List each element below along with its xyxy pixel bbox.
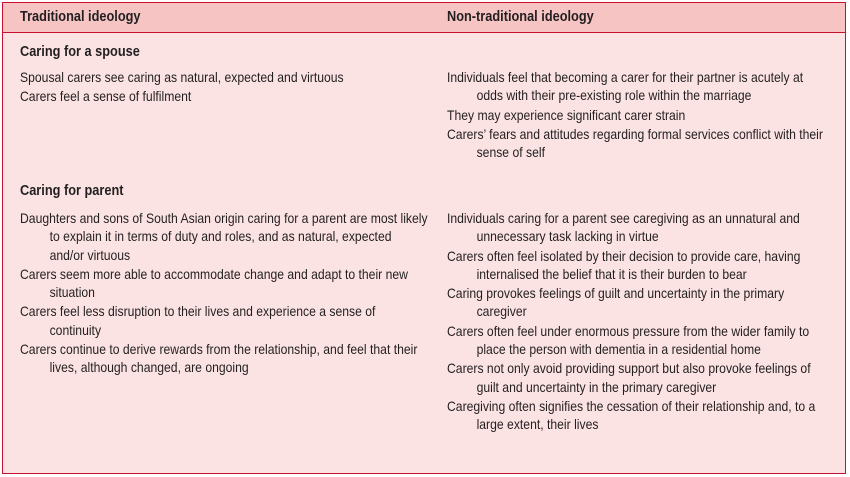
list-item: Carers often feel under enormous pressure from the wider family to place the person with dementia in a residential home <box>447 322 810 358</box>
list-item: Caring provokes feelings of guilt and uncertainty in the primary caregiver <box>447 285 785 320</box>
parent-non-traditional-list <box>447 209 830 435</box>
list-item: Carers continue to derive rewards from the relationship, and feel that their lives, although changed, are ongoing <box>20 341 418 376</box>
list-item: Carers feel less disruption to their lives and experience a sense of continuity <box>20 303 376 338</box>
list-item: Individuals feel that becoming a carer for their partner is acutely at odds with their pre-existing role within the marriage <box>447 69 804 104</box>
section-title-parent: Caring for parent <box>20 183 124 199</box>
list-item: Carers’ fears and attitudes regarding formal services conflict with their sense of self <box>447 125 823 161</box>
header-non-traditional: Non-traditional ideology <box>447 9 594 25</box>
list-item: Carers feel a sense of fulfilment <box>20 88 192 105</box>
section-title-spouse: Caring for a spouse <box>20 44 140 60</box>
table-header <box>3 3 845 33</box>
list-item: Carers often feel isolated by their decision to provide care, having internalised the belief that it is their burden to bear <box>447 247 801 282</box>
parent-traditional-list <box>20 209 429 378</box>
list-item: Individuals caring for a parent see caregiving as an unnatural and unnecessary task lacking in virtue <box>447 210 800 245</box>
list-item: Caregiving often signifies the cessation of their relationship and, to a large extent, their lives <box>447 397 816 433</box>
list-item: Daughters and sons of South Asian origin caring for a parent are most likely to explain it in terms of duty and roles, and as natural, expected and/or virtuous <box>20 210 428 263</box>
list-item: Spousal carers see caring as natural, expected and virtuous <box>20 69 344 85</box>
list-item: Carers seem more able to accommodate change and adapt to their new situation <box>20 265 408 301</box>
spouse-non-traditional-list <box>447 68 830 162</box>
spouse-traditional-list <box>20 68 429 107</box>
list-item: They may experience significant carer strain <box>447 106 686 123</box>
header-traditional: Traditional ideology <box>20 9 141 25</box>
list-item: Carers not only avoid providing support but also provoke feelings of guilt and uncertainty in the primary caregiver <box>447 360 811 395</box>
ideology-table <box>2 2 846 474</box>
